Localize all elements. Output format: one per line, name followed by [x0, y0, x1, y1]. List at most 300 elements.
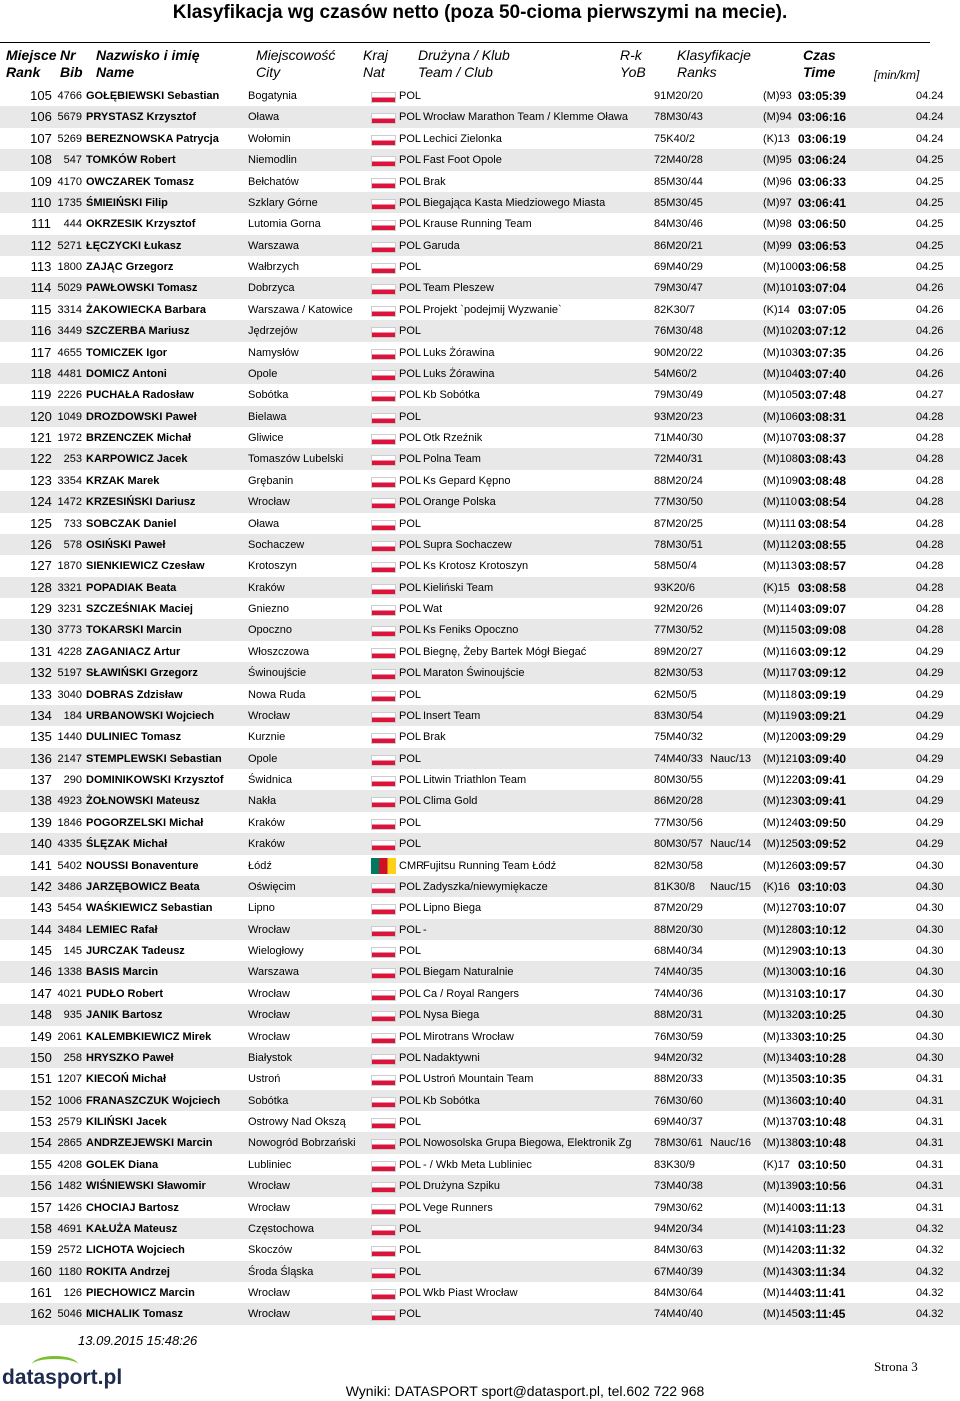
table-row — [0, 684, 960, 705]
name-cell: JURCZAK Tadeusz — [86, 945, 185, 957]
flag-poland-icon — [371, 1075, 396, 1086]
bib-cell: 1735 — [57, 196, 82, 209]
pace-cell: 04.31 — [916, 1094, 944, 1107]
city-cell: Kurznie — [248, 731, 286, 744]
gender-rank-cell: (M)118 — [763, 688, 798, 701]
name-cell: ŚMIEIŃSKI Filip — [86, 196, 168, 209]
nat-cell: POL — [399, 453, 422, 466]
pace-cell: 04.29 — [916, 688, 944, 701]
gender-rank-cell: (M)110 — [763, 496, 798, 509]
table-row — [0, 1068, 960, 1089]
team-cell: Wrocław Marathon Team / Klemme Oława — [423, 111, 628, 124]
time-cell: 03:09:52 — [798, 837, 847, 852]
pace-cell: 04.31 — [916, 1073, 944, 1086]
time-cell: 03:10:56 — [798, 1179, 847, 1194]
name-cell: OKRZESIK Krzysztof — [86, 218, 196, 231]
pace-cell: 04.24 — [916, 90, 944, 102]
time-cell: 03:07:05 — [798, 302, 847, 317]
category-rank-cell: Nauc/14 — [710, 838, 751, 851]
flag-poland-icon — [371, 1011, 396, 1022]
yob-cell: 77M30/50 — [654, 496, 703, 509]
pace-cell: 04.24 — [916, 132, 944, 145]
gender-rank-cell: (M)145 — [763, 1308, 798, 1321]
flag-poland-icon — [371, 455, 396, 466]
rank-cell: 160 — [30, 1263, 52, 1279]
yob-cell: 86M20/21 — [654, 239, 703, 252]
table-row — [0, 384, 960, 405]
time-cell: 03:10:03 — [798, 879, 847, 894]
time-cell: 03:09:29 — [798, 730, 847, 745]
team-cell: Otk Rzeźnik — [423, 432, 483, 444]
table-row — [0, 726, 960, 747]
yob-cell: 88M20/30 — [654, 923, 703, 936]
bib-cell: 1006 — [57, 1094, 82, 1107]
time-cell: 03:11:13 — [798, 1200, 846, 1215]
rank-cell: 155 — [30, 1156, 52, 1172]
flag-poland-icon — [371, 327, 396, 338]
name-cell: TOMICZEK Igor — [86, 346, 168, 359]
pace-cell: 04.30 — [916, 880, 944, 893]
time-cell: 03:10:17 — [798, 986, 847, 1001]
bib-cell: 1482 — [57, 1180, 82, 1193]
table-row — [0, 662, 960, 683]
yob-cell: 83K30/9 — [654, 1158, 695, 1171]
nat-cell: POL — [399, 303, 422, 316]
flag-poland-icon — [371, 520, 396, 531]
yob-cell: 71M40/30 — [654, 432, 703, 444]
gender-rank-cell: (M)125 — [763, 838, 798, 851]
time-cell: 03:10:16 — [798, 965, 847, 980]
nat-cell: POL — [399, 1201, 422, 1214]
time-cell: 03:10:48 — [798, 1115, 847, 1129]
results-table — [0, 85, 960, 1325]
table-row — [0, 1282, 960, 1303]
time-cell: 03:06:16 — [798, 110, 847, 125]
time-cell: 03:07:04 — [798, 281, 847, 296]
bib-cell: 4208 — [57, 1158, 82, 1171]
team-cell: Garuda — [423, 239, 460, 252]
rank-cell: 122 — [30, 451, 52, 467]
bib-cell: 3773 — [57, 624, 82, 637]
time-cell: 03:08:57 — [798, 559, 847, 574]
team-cell: Ca / Royal Rangers — [423, 987, 519, 1000]
bib-cell: 184 — [63, 709, 82, 722]
pace-cell: 04.30 — [916, 1030, 944, 1043]
yob-cell: 82M30/58 — [654, 859, 703, 872]
city-cell: Wrocław — [248, 923, 290, 936]
city-cell: Warszawa — [248, 239, 299, 252]
team-cell: Biegam Naturalnie — [423, 966, 514, 979]
table-row — [0, 876, 960, 897]
pace-cell: 04.28 — [916, 453, 944, 466]
team-cell: Luks Żórawina — [423, 346, 495, 359]
nat-cell: POL — [399, 111, 422, 124]
yob-cell: 58M50/4 — [654, 560, 697, 573]
flag-poland-icon — [371, 1204, 396, 1215]
flag-poland-icon — [371, 113, 396, 124]
team-cell: Kieliński Team — [423, 581, 494, 594]
rank-cell: 115 — [30, 301, 52, 317]
table-row — [0, 470, 960, 491]
footer-credits: Wyniki: DATASPORT sport@datasport.pl, tel.602 722 968 — [345, 1383, 705, 1399]
nat-cell: POL — [399, 774, 422, 786]
bib-cell: 126 — [63, 1287, 82, 1299]
gender-rank-cell: (M)101 — [763, 282, 798, 295]
time-cell: 03:09:41 — [798, 773, 847, 787]
nat-cell: POL — [399, 880, 422, 893]
city-cell: Łódź — [248, 859, 272, 872]
yob-cell: 84M30/46 — [654, 218, 703, 231]
flag-poland-icon — [371, 1289, 396, 1300]
city-cell: Lipno — [248, 902, 275, 915]
yob-cell: 86M20/28 — [654, 795, 703, 808]
team-cell: Team Pleszew — [423, 282, 494, 295]
name-cell: SŁAWIŃSKI Grzegorz — [86, 667, 198, 680]
team-cell: Insert Team — [423, 709, 481, 722]
rank-cell: 145 — [30, 943, 52, 958]
flag-poland-icon — [371, 883, 396, 894]
pace-cell: 04.29 — [916, 731, 944, 744]
gender-rank-cell: (M)95 — [763, 154, 792, 167]
name-cell: PAWŁOWSKI Tomasz — [86, 282, 198, 295]
bib-cell: 3314 — [57, 303, 82, 316]
table-row — [0, 1197, 960, 1218]
time-cell: 03:08:48 — [798, 473, 847, 488]
nat-cell: POL — [399, 1222, 422, 1235]
nat-cell: POL — [399, 945, 422, 957]
yob-cell: 76M30/60 — [654, 1094, 703, 1107]
bib-cell: 2572 — [57, 1244, 82, 1257]
city-cell: Świnoujście — [248, 667, 307, 680]
nat-cell: POL — [399, 795, 422, 808]
table-row — [0, 1026, 960, 1047]
table-row — [0, 619, 960, 640]
rank-cell: 125 — [30, 515, 52, 531]
name-cell: LEMIEC Rafał — [86, 923, 158, 936]
gender-rank-cell: (M)130 — [763, 966, 798, 979]
pace-cell: 04.28 — [916, 560, 944, 573]
rank-cell: 131 — [30, 643, 52, 659]
table-row — [0, 406, 960, 427]
gender-rank-cell: (M)126 — [763, 859, 798, 872]
time-cell: 03:11:41 — [798, 1286, 846, 1300]
time-cell: 03:06:50 — [798, 217, 847, 232]
rank-cell: 109 — [30, 173, 52, 189]
yob-cell: 78M30/43 — [654, 111, 703, 124]
table-row — [0, 812, 960, 833]
team-cell: Zadyszka/niewymiękacze — [423, 880, 548, 893]
time-cell: 03:09:21 — [798, 708, 847, 723]
pace-cell: 04.28 — [916, 581, 944, 594]
table-row — [0, 1239, 960, 1260]
nat-cell: POL — [399, 154, 422, 167]
table-row — [0, 1175, 960, 1196]
team-cell: Krause Running Team — [423, 218, 532, 231]
pace-cell: 04.25 — [916, 196, 944, 209]
pace-cell: 04.28 — [916, 624, 944, 637]
gender-rank-cell: (K)16 — [763, 880, 790, 893]
flag-poland-icon — [371, 605, 396, 616]
flag-poland-icon — [371, 1310, 396, 1321]
team-cell: Orange Polska — [423, 496, 496, 509]
bib-cell: 4923 — [57, 795, 82, 808]
rank-cell: 114 — [30, 280, 52, 296]
yob-cell: 74M40/35 — [654, 966, 703, 979]
rank-cell: 126 — [30, 536, 52, 552]
bib-cell: 5269 — [57, 132, 82, 145]
gender-rank-cell: (M)128 — [763, 923, 798, 936]
time-cell: 03:07:12 — [798, 324, 847, 339]
nat-cell: POL — [399, 496, 422, 509]
city-cell: Wielogłowy — [248, 945, 304, 957]
nat-cell: POL — [399, 1287, 422, 1299]
table-row — [0, 855, 960, 876]
yob-cell: 72M40/28 — [654, 154, 703, 167]
team-cell: Wat — [423, 603, 443, 615]
time-cell: 03:06:58 — [798, 260, 847, 274]
time-cell: 03:07:35 — [798, 345, 847, 360]
gender-rank-cell: (M)141 — [763, 1222, 798, 1235]
city-cell: Gniezno — [248, 603, 289, 615]
gender-rank-cell: (M)99 — [763, 239, 792, 252]
pace-cell: 04.31 — [916, 1137, 944, 1150]
time-cell: 03:08:58 — [798, 580, 847, 595]
table-row — [0, 363, 960, 384]
pace-cell: 04.29 — [916, 667, 944, 680]
rank-cell: 111 — [31, 216, 51, 232]
rank-cell: 158 — [30, 1220, 52, 1236]
team-cell: - / Wkb Meta Lubliniec — [423, 1158, 532, 1171]
gender-rank-cell: (M)129 — [763, 945, 798, 957]
time-cell: 03:09:40 — [798, 751, 847, 766]
table-row — [0, 1218, 960, 1239]
bib-cell: 3486 — [57, 880, 82, 893]
bib-cell: 1472 — [57, 496, 82, 509]
table-row — [0, 213, 960, 234]
time-cell: 03:08:43 — [798, 452, 847, 467]
time-cell: 03:08:31 — [798, 409, 847, 424]
city-cell: Opole — [248, 367, 278, 380]
pace-cell: 04.30 — [916, 859, 944, 872]
bib-cell: 2579 — [57, 1116, 82, 1128]
gender-rank-cell: (M)137 — [763, 1116, 798, 1128]
table-row — [0, 85, 960, 106]
flag-poland-icon — [371, 1161, 396, 1172]
yob-cell: 87M20/25 — [654, 517, 703, 530]
pace-cell: 04.24 — [916, 111, 944, 124]
bib-cell: 1800 — [57, 261, 82, 273]
flag-poland-icon — [371, 584, 396, 595]
bib-cell: 547 — [63, 154, 82, 167]
time-cell: 03:09:12 — [798, 644, 847, 659]
time-cell: 03:08:55 — [798, 537, 847, 552]
city-cell: Środa Śląska — [248, 1265, 314, 1278]
table-row — [0, 1004, 960, 1025]
gender-rank-cell: (M)122 — [763, 774, 798, 786]
gender-rank-cell: (K)17 — [763, 1158, 790, 1171]
time-cell: 03:05:39 — [798, 89, 847, 103]
gender-rank-cell: (M)133 — [763, 1030, 798, 1043]
yob-cell: 82M30/53 — [654, 667, 703, 680]
yob-cell: 77M30/56 — [654, 816, 703, 829]
rank-cell: 112 — [30, 237, 52, 253]
team-cell: Nysa Biega — [423, 1009, 480, 1022]
pace-cell: 04.31 — [916, 1201, 944, 1214]
table-row — [0, 320, 960, 341]
flag-poland-icon — [371, 691, 396, 702]
flag-poland-icon — [371, 1225, 396, 1236]
nat-cell: POL — [399, 581, 422, 594]
city-cell: Wrocław — [248, 1030, 290, 1043]
bib-cell: 3484 — [57, 923, 82, 936]
gender-rank-cell: (M)132 — [763, 1009, 798, 1022]
flag-poland-icon — [371, 755, 396, 766]
bib-cell: 1426 — [57, 1201, 82, 1214]
nat-cell: POL — [399, 1009, 422, 1022]
table-row — [0, 277, 960, 298]
gender-rank-cell: (M)108 — [763, 453, 798, 466]
table-row — [0, 705, 960, 726]
name-cell: JARZĘBOWICZ Beata — [86, 880, 200, 893]
nat-cell: POL — [399, 196, 422, 209]
rank-cell: 117 — [30, 344, 52, 360]
city-cell: Sobótka — [248, 1094, 289, 1107]
city-cell: Dobrzyca — [248, 282, 295, 295]
nat-cell: POL — [399, 517, 422, 530]
name-cell: ZAGANIACZ Artur — [86, 645, 181, 658]
city-cell: Częstochowa — [248, 1222, 315, 1235]
page-title: Klasyfikacja wg czasów netto (poza 50-cioma pierwszymi na mecie). — [172, 2, 788, 23]
table-row — [0, 940, 960, 961]
pace-cell: 04.31 — [916, 1116, 944, 1128]
nat-cell: POL — [399, 389, 422, 402]
col-header-city: Miejscowość City — [256, 47, 336, 80]
name-cell: ANDRZEJEWSKI Marcin — [86, 1137, 213, 1150]
yob-cell: 82K30/7 — [654, 303, 695, 316]
team-cell: Brak — [423, 731, 446, 744]
pace-cell: 04.25 — [916, 239, 944, 252]
table-row — [0, 513, 960, 534]
gender-rank-cell: (M)120 — [763, 731, 798, 744]
name-cell: ŁĘCZYCKI Łukasz — [86, 239, 182, 252]
bib-cell: 5402 — [57, 859, 82, 872]
pace-cell: 04.28 — [916, 517, 944, 530]
team-cell: Luks Żórawina — [423, 367, 495, 380]
rank-cell: 161 — [30, 1285, 52, 1300]
rank-cell: 129 — [30, 601, 52, 616]
team-cell: Brak — [423, 175, 446, 188]
yob-cell: 87M20/29 — [654, 902, 703, 915]
nat-cell: POL — [399, 816, 422, 829]
team-cell: Kb Sobótka — [423, 389, 480, 402]
nat-cell: CMR — [399, 859, 425, 872]
flag-poland-icon — [371, 370, 396, 381]
table-row — [0, 1261, 960, 1282]
nat-cell: POL — [399, 346, 422, 359]
yob-cell: 94M20/32 — [654, 1051, 703, 1064]
bib-cell: 3449 — [57, 325, 82, 338]
bib-cell: 1440 — [57, 731, 82, 744]
name-cell: POGORZELSKI Michał — [86, 816, 204, 829]
yob-cell: 80M30/55 — [654, 774, 703, 786]
team-cell: Litwin Triathlon Team — [423, 774, 527, 786]
pace-cell: 04.30 — [916, 945, 944, 957]
team-cell: Vege Runners — [423, 1201, 493, 1214]
table-row — [0, 983, 960, 1004]
gender-rank-cell: (M)117 — [763, 667, 798, 680]
bib-cell: 733 — [63, 517, 82, 530]
pace-cell: 04.28 — [916, 538, 944, 551]
gender-rank-cell: (K)14 — [763, 303, 790, 316]
yob-cell: 93M20/23 — [654, 410, 703, 423]
name-cell: DULINIEC Tomasz — [86, 731, 182, 744]
time-cell: 03:06:53 — [798, 238, 847, 253]
name-cell: POPADIAK Beata — [86, 581, 177, 594]
bib-cell: 1338 — [57, 966, 82, 979]
time-cell: 03:06:41 — [798, 195, 847, 210]
table-row — [0, 897, 960, 918]
rank-cell: 133 — [30, 686, 52, 702]
table-row — [0, 149, 960, 170]
rank-cell: 156 — [30, 1178, 52, 1194]
name-cell: WAŚKIEWICZ Sebastian — [86, 902, 213, 915]
table-row — [0, 577, 960, 598]
rank-cell: 135 — [30, 729, 52, 745]
gender-rank-cell: (M)140 — [763, 1201, 798, 1214]
pace-cell: 04.25 — [916, 261, 944, 273]
table-row — [0, 961, 960, 982]
gender-rank-cell: (M)123 — [763, 795, 798, 808]
flag-poland-icon — [371, 1054, 396, 1065]
flag-cameroon-icon — [371, 858, 396, 874]
city-cell: Wrocław — [248, 1287, 290, 1299]
bib-cell: 5029 — [57, 282, 82, 295]
nat-cell: POL — [399, 1137, 422, 1150]
yob-cell: 75M40/32 — [654, 731, 703, 744]
gender-rank-cell: (M)111 — [763, 517, 797, 530]
flag-poland-icon — [371, 284, 396, 295]
flag-poland-icon — [371, 904, 396, 915]
bib-cell: 5679 — [57, 111, 82, 124]
nat-cell: POL — [399, 966, 422, 979]
yob-cell: 75K40/2 — [654, 132, 695, 145]
yob-cell: 74M40/33 — [654, 752, 703, 765]
yob-cell: 83M30/54 — [654, 709, 703, 722]
table-row — [0, 427, 960, 448]
name-cell: PUCHAŁA Radosław — [86, 389, 194, 402]
rank-cell: 123 — [30, 472, 52, 488]
team-cell: Supra Sochaczew — [423, 538, 512, 551]
rank-cell: 148 — [30, 1007, 52, 1023]
flag-poland-icon — [371, 178, 396, 189]
nat-cell: POL — [399, 261, 422, 273]
team-cell: Mirotrans Wrocław — [423, 1030, 514, 1043]
nat-cell: POL — [399, 132, 422, 145]
time-cell: 03:11:32 — [798, 1243, 846, 1258]
col-header-nat: Kraj Nat — [363, 47, 388, 80]
table-row — [0, 448, 960, 469]
city-cell: Wrocław — [248, 496, 290, 509]
nat-cell: POL — [399, 1030, 422, 1043]
yob-cell: 84M30/63 — [654, 1244, 703, 1257]
table-row — [0, 235, 960, 256]
nat-cell: POL — [399, 902, 422, 915]
gender-rank-cell: (M)97 — [763, 196, 792, 209]
pace-cell: 04.26 — [916, 325, 944, 338]
bib-cell: 4335 — [57, 838, 82, 851]
pace-cell: 04.30 — [916, 902, 944, 915]
name-cell: HRYSZKO Paweł — [86, 1051, 174, 1064]
